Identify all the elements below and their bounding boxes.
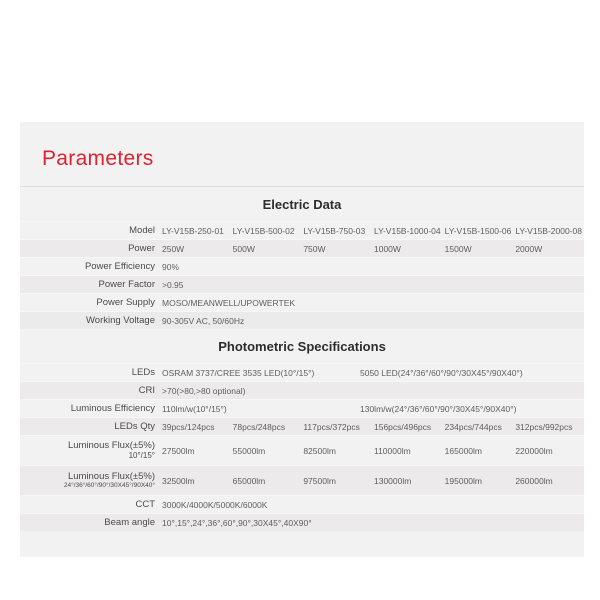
row-label-main: Luminous Flux(±5%) <box>67 439 155 451</box>
spec-value: 10°,15°,24°,36°,60°,90°,30X45°,40X90° <box>162 517 312 528</box>
row-label: Power <box>128 242 155 254</box>
spec-value: 156pcs/496pcs <box>373 421 432 432</box>
spec-value: 110lm/w(10°/15°) <box>162 403 227 414</box>
row-label: CRI <box>138 384 155 396</box>
spec-value: 1000W <box>373 243 401 254</box>
spec-value: 2000W <box>515 243 543 254</box>
section-heading-electric: Electric Data <box>262 197 342 212</box>
spec-sheet-card <box>20 122 584 557</box>
spec-value: 260000lm <box>515 475 553 486</box>
spec-value: 3000K/4000K/5000K/6000K <box>162 499 268 510</box>
spec-value: 1500W <box>444 243 472 254</box>
spec-value: 32500lm <box>162 475 195 486</box>
row-label-sub: 10°/15° <box>128 451 155 461</box>
row-label: Power Efficiency <box>84 260 155 272</box>
section-heading-photometric: Photometric Specifications <box>218 339 386 354</box>
spec-value: 27500lm <box>162 445 195 456</box>
spec-value: 78pcs/248pcs <box>232 421 286 432</box>
spec-row-beam-angle <box>20 513 584 531</box>
spec-value: 220000lm <box>515 445 553 456</box>
spec-row-luminous-efficiency <box>20 399 584 417</box>
row-label-sub: 24°/36°/60°/90°/30X45°/90X40° <box>63 482 155 490</box>
spec-value: LY-V15B-500-02 <box>232 225 295 236</box>
spec-row-luminous-flux-wide <box>20 465 584 495</box>
spec-value: LY-V15B-1000-04 <box>373 225 441 236</box>
row-label-main: Luminous Flux(±5%) <box>67 470 155 482</box>
spec-value: 90-305V AC, 50/60Hz <box>162 315 245 326</box>
spec-value: LY-V15B-1500-06 <box>444 225 512 236</box>
spec-value: 195000lm <box>444 475 482 486</box>
spec-value: 90% <box>162 261 180 272</box>
spec-value: 130000lm <box>373 475 412 486</box>
spec-value: 750W <box>303 243 326 254</box>
row-label: LEDs Qty <box>114 420 155 432</box>
row-label: LEDs <box>131 366 155 378</box>
spec-row-working-voltage <box>20 311 584 329</box>
spec-value: LY-V15B-750-03 <box>303 225 366 236</box>
spec-row-power <box>20 239 584 257</box>
spec-value: OSRAM 3737/CREE 3535 LED(10°/15°) <box>162 367 315 378</box>
row-label: Luminous Efficiency <box>70 402 155 414</box>
spec-value: MOSO/MEANWELL/UPOWERTEK <box>162 297 296 308</box>
spec-value: LY-V15B-250-01 <box>162 225 224 236</box>
spec-value: 117pcs/372pcs <box>303 421 360 432</box>
row-label: Model <box>129 224 155 236</box>
spec-value: 5050 LED(24°/36°/60°/90°/30X45°/90X40°) <box>360 367 523 378</box>
row-label: Power Supply <box>96 296 155 308</box>
spec-value: 82500lm <box>303 445 336 456</box>
spec-value: 65000lm <box>232 475 266 486</box>
spec-row-power-supply <box>20 293 584 311</box>
row-label: CCT <box>135 498 155 510</box>
spec-value: 165000lm <box>444 445 482 456</box>
spec-value: 234pcs/744pcs <box>444 421 502 432</box>
spec-row-power-factor <box>20 275 584 293</box>
spec-value: 39pcs/124pcs <box>162 421 215 432</box>
spec-row-luminous-flux-narrow <box>20 435 584 465</box>
spec-row-cri <box>20 381 584 399</box>
spec-value: 55000lm <box>232 445 266 456</box>
row-label <box>20 440 160 462</box>
spec-value: >70(>80,>80 optional) <box>162 385 246 396</box>
spec-value: LY-V15B-2000-08 <box>515 225 582 236</box>
spec-row-leds <box>20 363 584 381</box>
row-label: Power Factor <box>98 278 155 290</box>
row-label <box>20 471 160 491</box>
spec-row-cct <box>20 495 584 513</box>
spec-value: >0.95 <box>162 279 184 290</box>
row-label: Beam angle <box>104 516 155 528</box>
spec-row-power-efficiency <box>20 257 584 275</box>
page-title: Parameters <box>42 147 154 170</box>
spec-value: 110000lm <box>373 445 411 456</box>
spec-value: 312pcs/992pcs <box>515 421 573 432</box>
spec-row-model <box>20 221 584 239</box>
spec-value: 130lm/w(24°/36°/60°/90°/30X45°/90X40°) <box>360 403 517 414</box>
spec-value: 250W <box>162 243 185 254</box>
spec-value: 97500lm <box>303 475 336 486</box>
row-label: Working Voltage <box>85 314 155 326</box>
spec-value: 500W <box>232 243 255 254</box>
spec-row-leds-qty <box>20 417 584 435</box>
